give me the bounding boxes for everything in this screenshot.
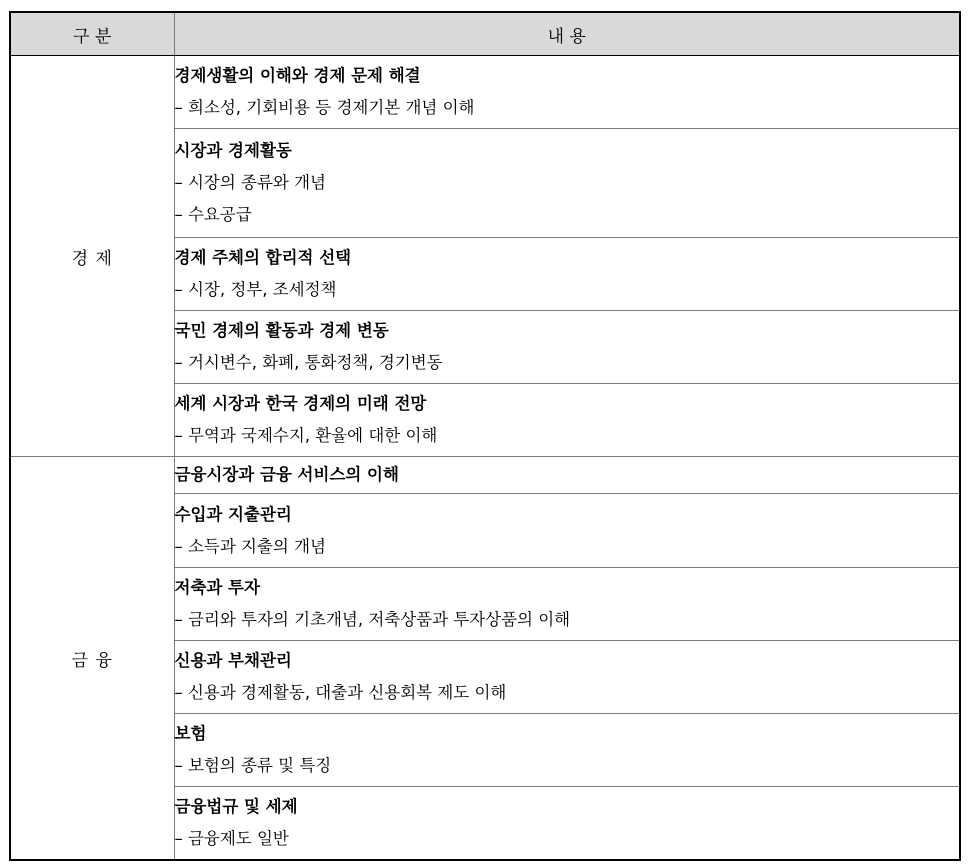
- topic-detail: – 소득과 지출의 개념: [174, 536, 326, 556]
- topic-title: 세계 시장과 한국 경제의 미래 전망: [174, 394, 427, 414]
- table-row: [10, 56, 960, 129]
- topic-title: 저축과 투자: [174, 577, 260, 597]
- topic-title: 경제생활의 이해와 경제 문제 해결: [174, 66, 421, 86]
- section-category-finance: 금 융: [10, 457, 174, 860]
- topic-cell: [174, 384, 960, 457]
- topic-title: 보험: [174, 723, 207, 743]
- topic-detail: – 금리와 투자의 기초개념, 저축상품과 투자상품의 이해: [174, 609, 571, 629]
- header-content: 내 용: [174, 12, 960, 56]
- topic-title: 신용과 부채관리: [174, 650, 292, 670]
- header-category: 구 분: [10, 12, 174, 56]
- topic-title: 국민 경제의 활동과 경제 변동: [174, 321, 389, 341]
- topic-cell: [174, 457, 960, 494]
- topic-title: 경제 주체의 합리적 선택: [174, 248, 352, 268]
- topic-title: 수입과 지출관리: [174, 504, 292, 524]
- topic-detail: – 보험의 종류 및 특징: [174, 755, 332, 775]
- topic-cell: [174, 567, 960, 640]
- topic-cell: [174, 238, 960, 311]
- table-header-row: [10, 12, 960, 56]
- topic-cell: [174, 311, 960, 384]
- topic-cell: [174, 786, 960, 860]
- topic-title: 금융시장과 금융 서비스의 이해: [174, 465, 399, 485]
- topic-detail: – 신용과 경제활동, 대출과 신용회복 제도 이해: [174, 682, 507, 702]
- topic-cell: [174, 713, 960, 786]
- topic-cell: [174, 129, 960, 238]
- topic-detail: – 희소성, 기회비용 등 경제기본 개념 이해: [174, 98, 475, 118]
- topic-title: 금융법규 및 세제: [174, 796, 298, 816]
- topic-detail: – 거시변수, 화폐, 통화정책, 경기변동: [174, 353, 443, 373]
- topic-detail: – 무역과 국제수지, 환율에 대한 이해: [174, 426, 438, 446]
- curriculum-table: [9, 11, 961, 861]
- topic-cell: [174, 56, 960, 129]
- topic-detail: – 금융제도 일반: [174, 828, 289, 848]
- topic-detail: – 시장의 종류와 개념: [174, 173, 326, 193]
- topic-detail: – 수요공급: [174, 205, 252, 225]
- table-row: [10, 457, 960, 494]
- topic-cell: [174, 494, 960, 567]
- topic-cell: [174, 640, 960, 713]
- topic-title: 시장과 경제활동: [174, 141, 292, 161]
- section-category-economy: 경 제: [10, 56, 174, 457]
- topic-detail: – 시장, 정부, 조세정책: [174, 280, 337, 300]
